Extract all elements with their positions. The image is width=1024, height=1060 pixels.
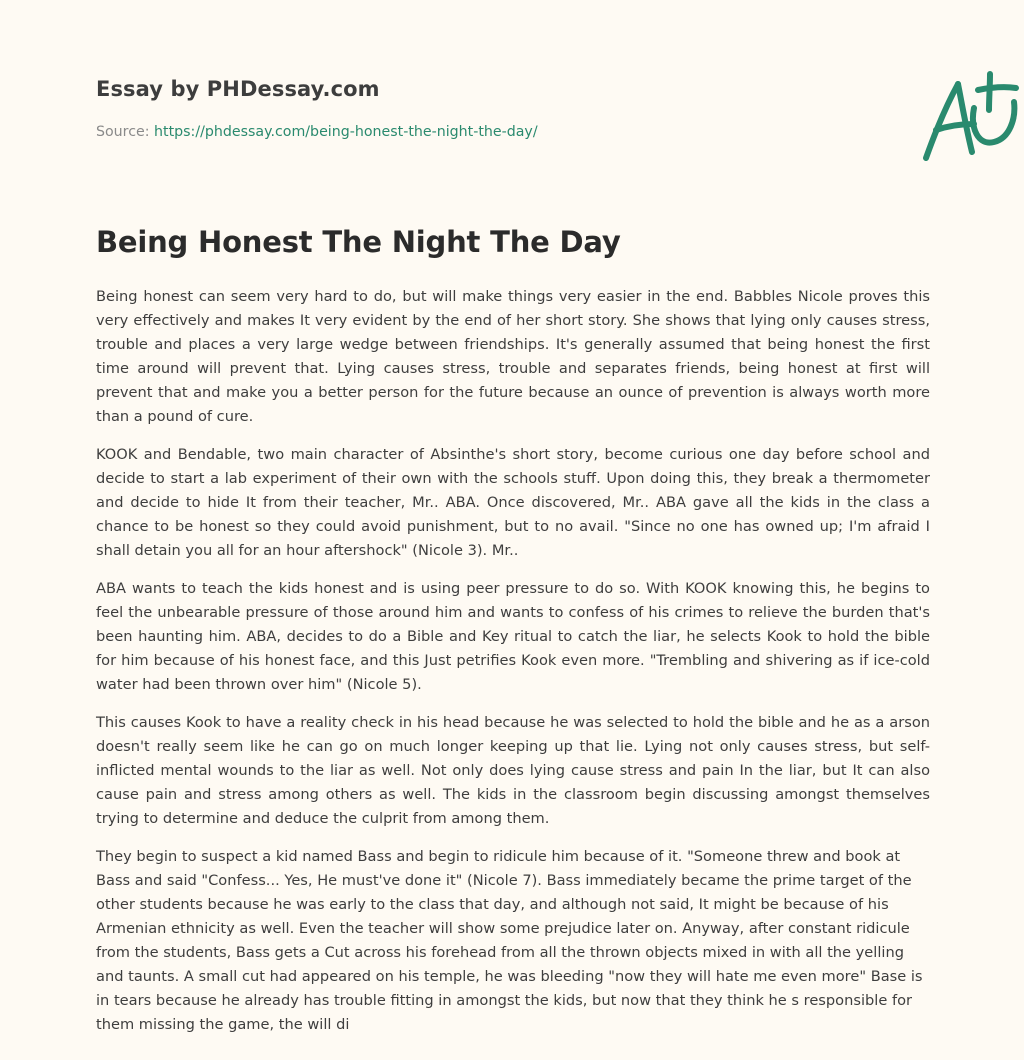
source-line — [96, 124, 538, 140]
essay-body — [96, 285, 930, 1051]
site-title: Essay by PHDessay.com — [96, 77, 380, 101]
paragraph: ABA wants to teach the kids honest and is using peer pressure to do so. With KOOK knowing this, he begins to feel the unbearable pressure of those around him and wants to confess of his crimes to relieve the burden that's been haunting him. ABA, decides to do a Bible and Key ritual to catch the liar, he selects Kook to hold the bible for him because of his honest face, and this Just petrifies Kook even more. "Trembling and shivering as if ice-cold water had been thrown over him" (Nicole 5). — [96, 580, 930, 693]
a-plus-logo-icon — [922, 68, 1022, 164]
paragraph: KOOK and Bendable, two main character of Absinthe's short story, become curious one day before school and decide to start a lab experiment of their own with the schools stuff. Upon doing this, they break a thermometer and decide to hide It from their teacher, Mr.. ABA. Once discovered, Mr.. ABA gave all the kids in the class a chance to be honest so they could avoid punishment, but to no avail. "Since no one has owned up; I'm afraid I shall detain you all for an hour aftershock" (Nicole 3). Mr.. — [96, 446, 930, 559]
source-link[interactable]: https://phdessay.com/being-honest-the-night-the-day/ — [154, 124, 538, 140]
paragraph: They begin to suspect a kid named Bass and begin to ridicule him because of it. "Someone threw and book at Bass and said "Confess... Yes, He must've done it" (Nicole 7). Bass immediately became the prime target of the other students because he was early to the class that day, and although not said, It might be because of his Armenian ethnicity as well. Even the teacher will show some prejudice later on. Anyway, after constant ridicule from the students, Bass gets a Cut across his forehead from all the thrown objects mixed in with all the yelling and taunts. A small cut had appeared on his temple, he was bleeding "now they will hate me even more" Base is in tears because he already has trouble fitting in amongst the kids, but now that they think he s responsible for them missing the game, the will di — [96, 848, 923, 1033]
paragraph: Being honest can seem very hard to do, but will make things very easier in the end. Babbles Nicole proves this very effectively and makes It very evident by the end of her short story. She shows that lying only causes stress, trouble and places a very large wedge between friendships. It's generally assumed that being honest the first time around will prevent that. Lying causes stress, trouble and separates friends, being honest at first will prevent that and make you a better person for the future because an ounce of prevention is always worth more than a pound of cure. — [96, 288, 930, 425]
essay-title: Being Honest The Night The Day — [96, 225, 621, 259]
paragraph: This causes Kook to have a reality check in his head because he was selected to hold the bible and he as a arson doesn't really seem like he can go on much longer keeping up that lie. Lying not only causes stress, but self-inflicted mental wounds to the liar as well. Not only does lying cause stress and pain In the liar, but It can also cause pain and stress among others as well. The kids in the classroom begin discussing amongst themselves trying to determine and deduce the culprit from among them. — [96, 714, 930, 827]
source-label: Source: — [96, 124, 150, 140]
